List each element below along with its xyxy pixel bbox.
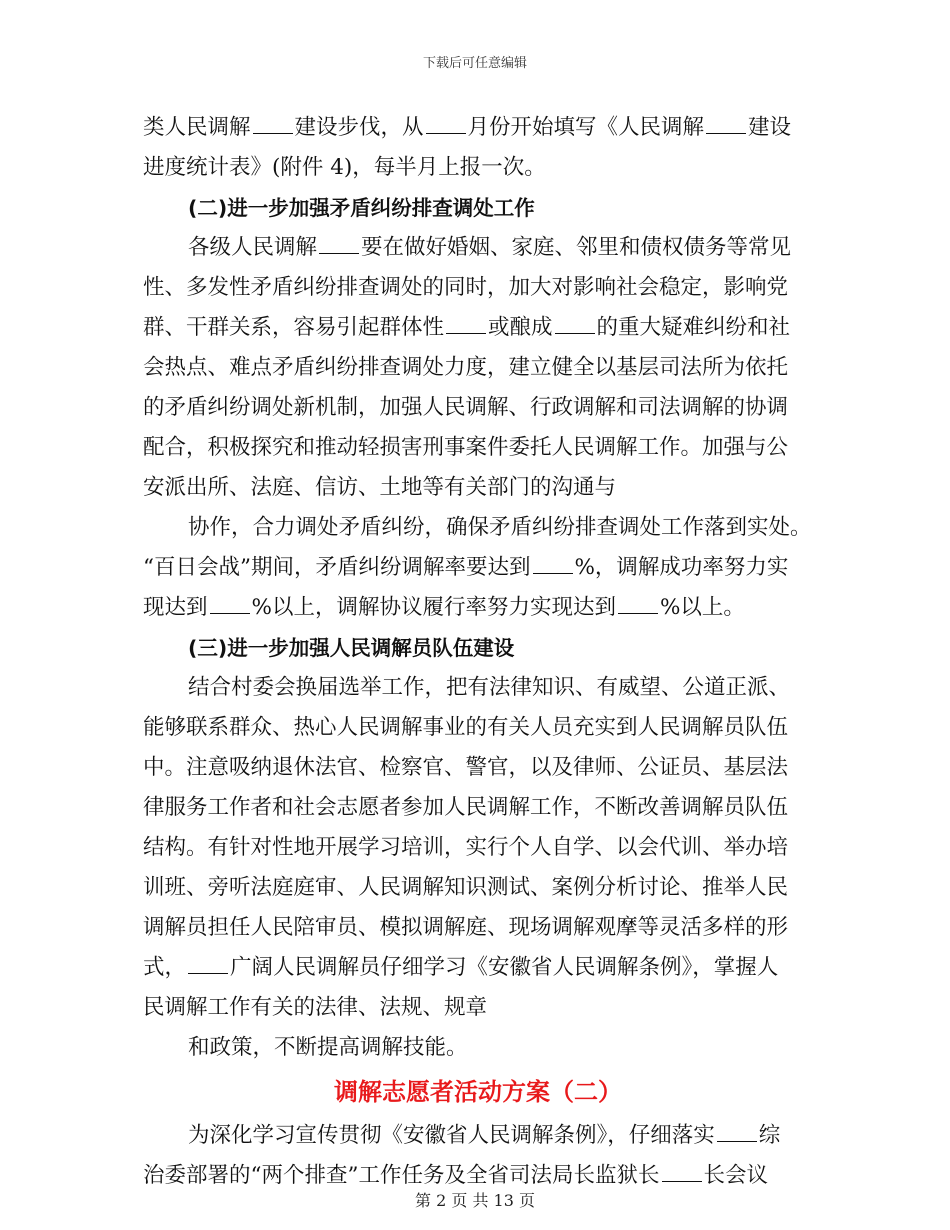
paragraph-line xyxy=(143,828,813,868)
text-segment: 类人民调解 xyxy=(143,115,251,140)
text-segment: “百日会战”期间，矛盾纠纷调解率要达到 xyxy=(143,555,531,580)
paragraph-line xyxy=(143,588,813,628)
text-segment: 建设 xyxy=(748,115,792,140)
fill-in-blank xyxy=(662,1158,702,1182)
paragraph-line xyxy=(143,748,813,788)
text-segment: 现达到 xyxy=(143,595,208,620)
paragraph-first-line xyxy=(143,228,813,268)
paragraph-line xyxy=(143,868,813,908)
fill-in-blank xyxy=(188,950,228,974)
text-segment: (二)进一步加强矛盾纠纷排查调处工作 xyxy=(188,196,535,220)
text-segment: 协作，合力调处矛盾纠纷，确保矛盾纠纷排查调处工作落到实处。 xyxy=(188,515,812,540)
document-title xyxy=(143,1068,813,1116)
fill-in-blank xyxy=(210,590,250,614)
page-footer: 第 2 页 共 13 页 xyxy=(415,1191,535,1210)
fill-in-blank xyxy=(706,110,746,134)
paragraph-line xyxy=(143,548,813,588)
fill-in-blank xyxy=(446,310,486,334)
paragraph-first-line xyxy=(143,1028,813,1068)
text-segment: %，调解成功率努力实 xyxy=(574,555,789,580)
text-segment: 会热点、难点矛盾纠纷排查调处力度，建立健全以基层司法所为依托 xyxy=(143,355,789,380)
fill-in-blank xyxy=(426,110,466,134)
text-segment: 要在做好婚姻、家庭、邻里和债权债务等常见 xyxy=(361,235,792,260)
paragraph-line xyxy=(143,948,813,988)
paragraph-line xyxy=(143,348,813,388)
section-heading xyxy=(143,628,813,668)
paragraph-line xyxy=(143,468,813,508)
text-segment: 安派出所、法庭、信访、土地等有关部门的沟通与 xyxy=(143,475,617,500)
text-segment: 广阔人民调解员仔细学习《安徽省人民调解条例》，掌握人 xyxy=(230,955,779,980)
paragraph-line xyxy=(143,988,813,1028)
fill-in-blank xyxy=(253,110,293,134)
text-segment: 结构。有针对性地开展学习培训，实行个人自学、以会代训、举办培 xyxy=(143,835,789,860)
fill-in-blank xyxy=(717,1118,757,1142)
fill-in-blank xyxy=(618,590,658,614)
text-segment: 综 xyxy=(758,1123,781,1148)
paragraph-line xyxy=(143,148,813,188)
text-segment: %以上，调解协议履行率努力实现达到 xyxy=(251,595,616,620)
paragraph-line xyxy=(143,428,813,468)
fill-in-blank xyxy=(319,230,359,254)
text-segment: 建设步伐，从 xyxy=(294,115,424,140)
text-segment: 治委部署的“两个排查”工作任务及全省司法局长监狱长 xyxy=(143,1163,660,1188)
text-segment: 配合，积极探究和推动轻损害刑事案件委托人民调解工作。加强与公 xyxy=(143,435,789,460)
text-segment: 和政策，不断提高调解技能。 xyxy=(188,1035,468,1060)
text-segment: 结合村委会换届选举工作，把有法律知识、有威望、公道正派、 xyxy=(188,675,791,700)
text-segment: 能够联系群众、热心人民调解事业的有关人员充实到人民调解员队伍 xyxy=(143,715,789,740)
fill-in-blank xyxy=(533,550,573,574)
text-segment: 中。注意吸纳退休法官、检察官、警官，以及律师、公证员、基层法 xyxy=(143,755,789,780)
text-segment: 调解员担任人民陪审员、模拟调解庭、现场调解观摩等灵活多样的形 xyxy=(143,915,789,940)
text-segment: 性、多发性矛盾纠纷排查调处的同时，加大对影响社会稳定，影响党 xyxy=(143,275,789,300)
text-segment: 长会议 xyxy=(703,1163,769,1188)
paragraph-line xyxy=(143,788,813,828)
text-segment: 训班、旁听法庭庭审、人民调解知识测试、案例分析讨论、推举人民 xyxy=(143,875,789,900)
text-segment: 式， xyxy=(143,955,187,980)
text-segment: (三)进一步加强人民调解员队伍建设 xyxy=(188,636,515,660)
text-segment: 或酿成 xyxy=(488,315,553,340)
paragraph-line xyxy=(143,268,813,308)
text-segment: 的重大疑难纠纷和社 xyxy=(596,315,791,340)
text-segment: 的矛盾纠纷调处新机制，加强人民调解、行政调解和司法调解的协调 xyxy=(143,395,789,420)
paragraph-line xyxy=(143,908,813,948)
paragraph-first-line xyxy=(143,668,813,708)
text-segment: 民调解工作有关的法律、法规、规章 xyxy=(143,995,488,1020)
text-segment: 进度统计表》(附件 4)，每半月上报一次。 xyxy=(143,155,546,180)
section-heading xyxy=(143,188,813,228)
paragraph-line xyxy=(143,308,813,348)
paragraph-line xyxy=(143,708,813,748)
fill-in-blank xyxy=(555,310,595,334)
text-segment: 为深化学习宣传贯彻《安徽省人民调解条例》，仔细落实 xyxy=(188,1123,715,1148)
paragraph-first-line xyxy=(143,1116,813,1156)
text-segment: %以上。 xyxy=(659,595,745,620)
text-segment: 月份开始填写《人民调解 xyxy=(467,115,705,140)
text-segment: 律服务工作者和社会志愿者参加人民调解工作，不断改善调解员队伍 xyxy=(143,795,789,820)
document-body xyxy=(143,108,813,1196)
paragraph-line xyxy=(143,388,813,428)
page-header: 下载后可任意编辑 xyxy=(422,56,527,71)
paragraph-first-line xyxy=(143,508,813,548)
text-segment: 调解志愿者活动方案（二） xyxy=(334,1078,622,1106)
text-segment: 各级人民调解 xyxy=(188,235,318,260)
paragraph-line xyxy=(143,108,813,148)
text-segment: 群、干群关系，容易引起群体性 xyxy=(143,315,445,340)
